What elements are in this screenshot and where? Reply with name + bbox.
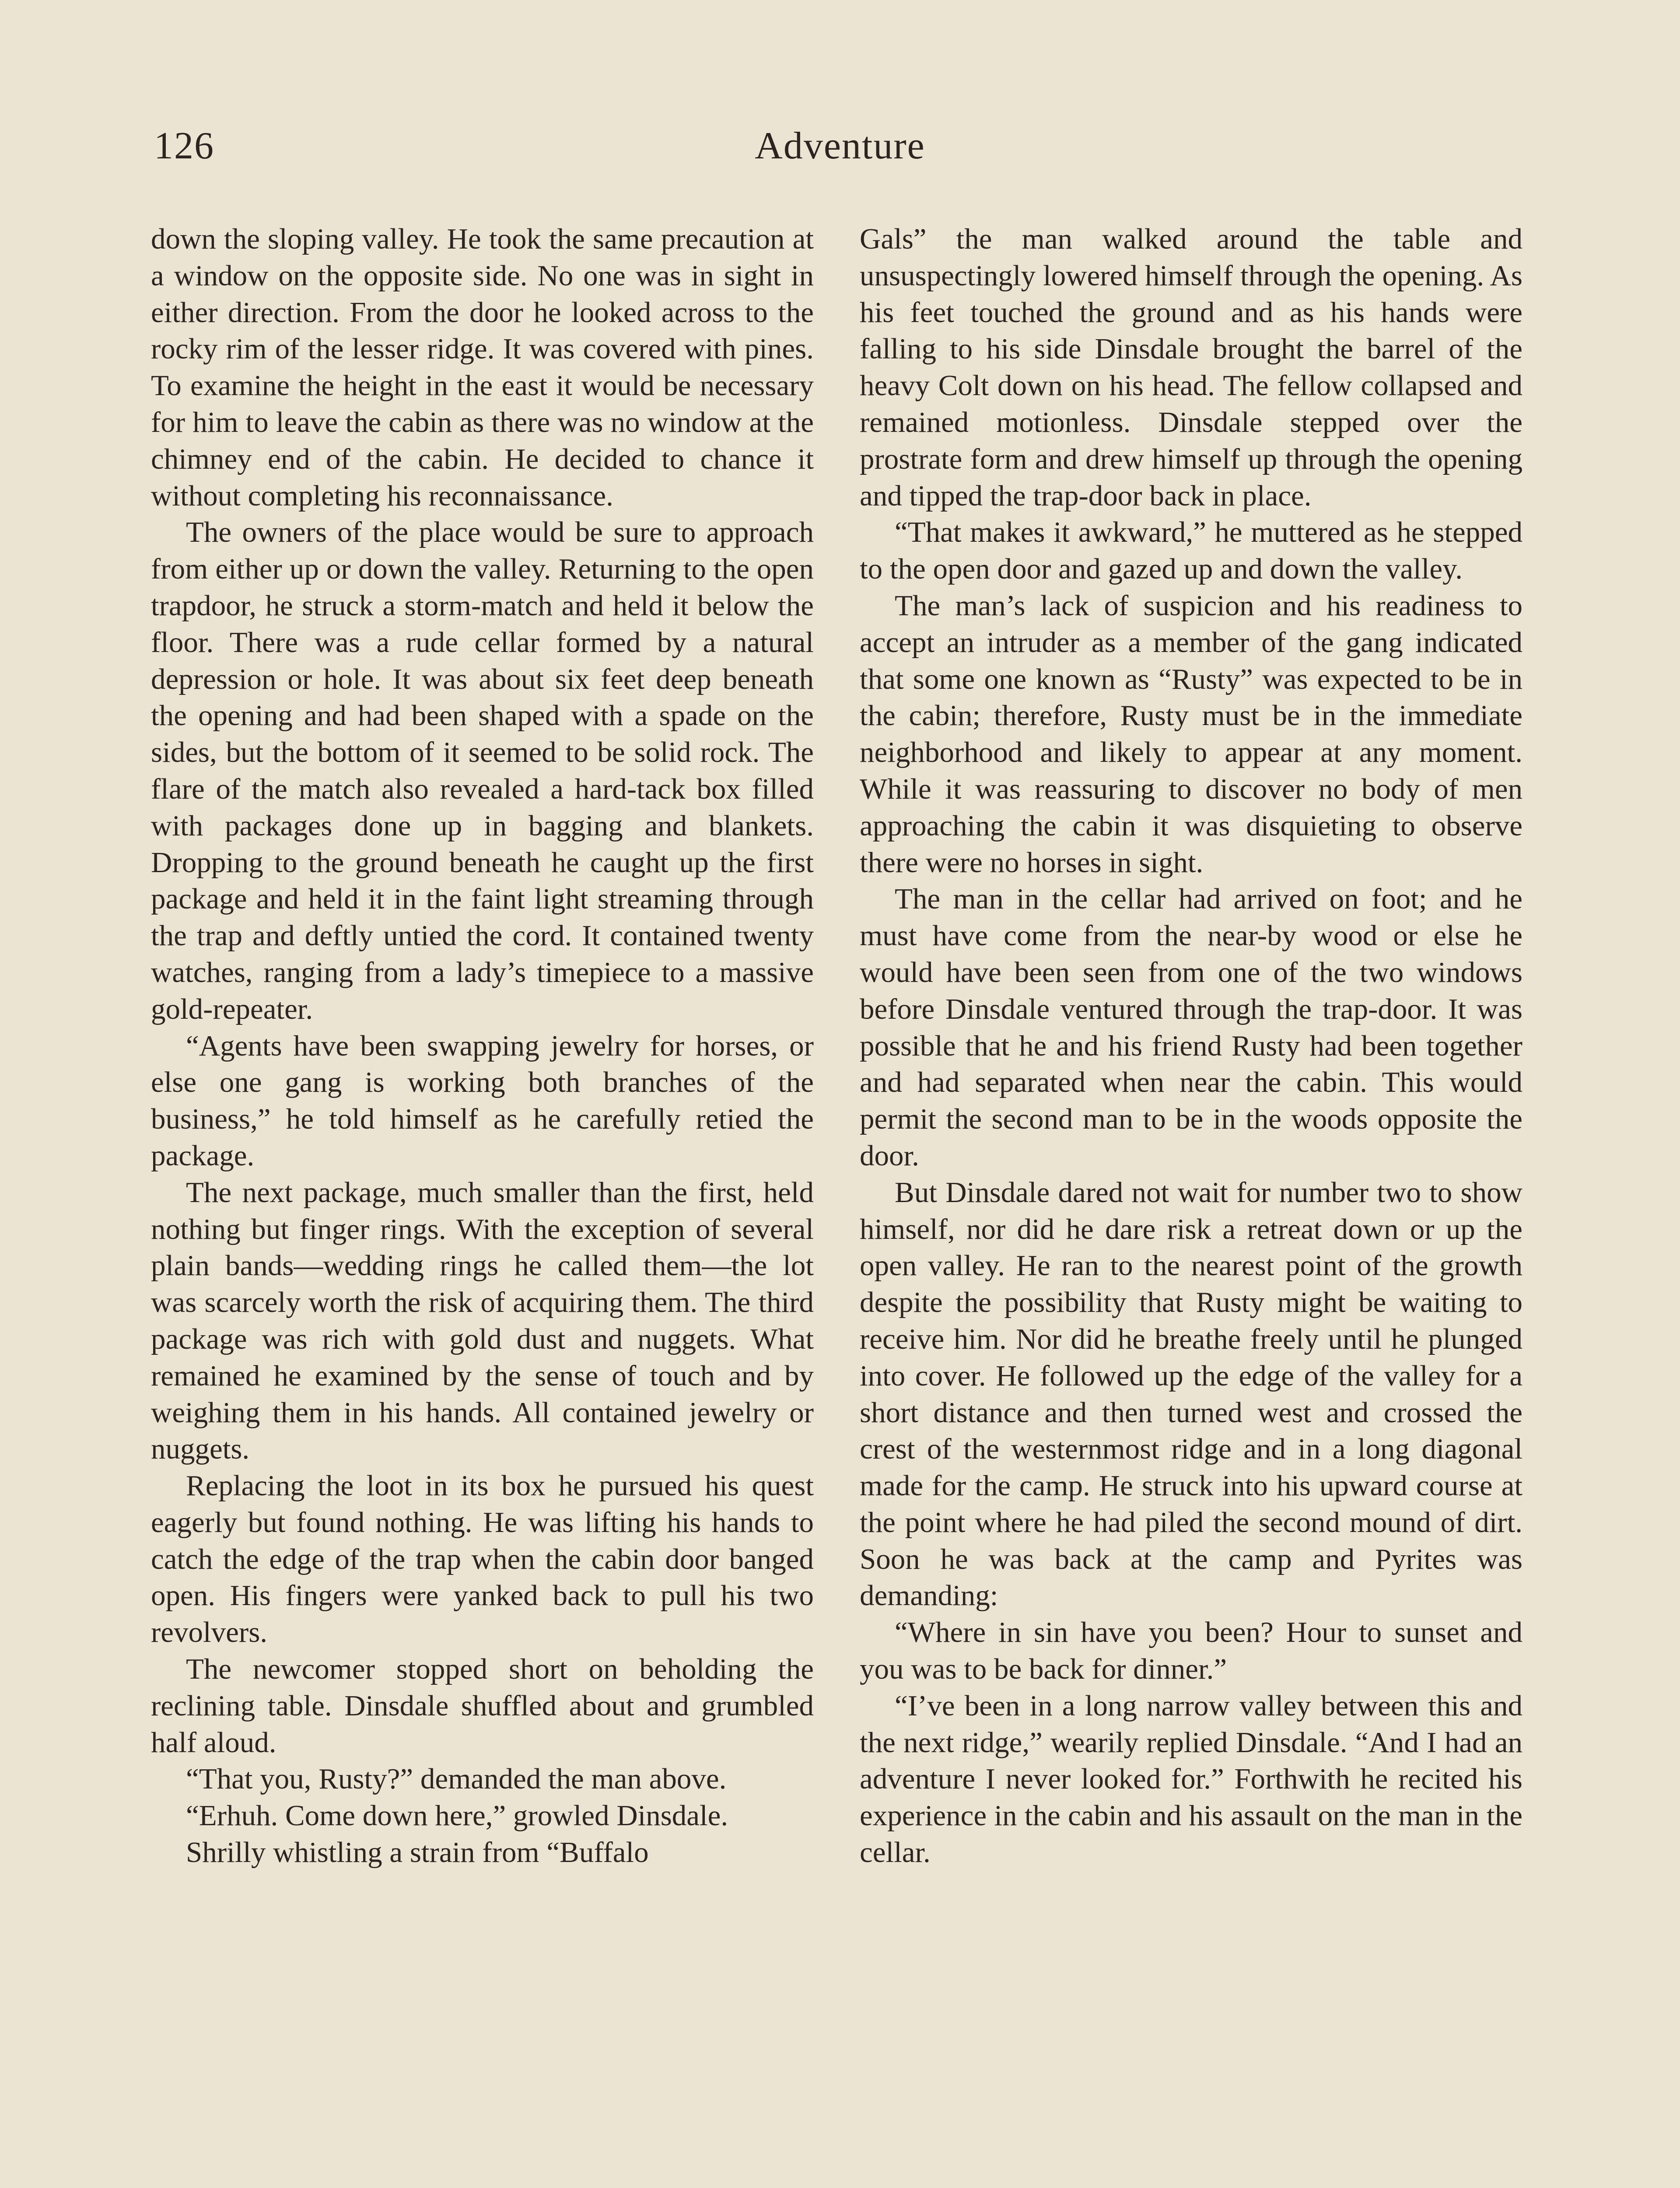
paragraph: Shrilly whistling a strain from “Buffalo xyxy=(186,1836,649,1869)
left-column xyxy=(151,221,814,1871)
paragraph: Gals” the man walked around the table and unsuspectingly lowered himself through the opening. As his feet touched the ground and as his hands were falling to his side Dinsdale brought the barrel of the heavy Colt down on his head. The fellow collapsed and remained motionless. Dinsdale stepped over the prostrate form and drew himself up through the opening and tipped the trap-door back in place. xyxy=(860,223,1522,512)
paragraph: down the sloping valley. He took the same precaution at a window on the opposite side. No one was in sight in either direction. From the door he looked across to the rocky rim of the lesser ridge. It was covered with pines. To examine the height in the east it would be necessary for him to leave the cabin as there was no window at the chimney end of the cabin. He decided to chance it without completing his reconnaissance. xyxy=(151,223,814,512)
paragraph: But Dinsdale dared not wait for number two to show himself, nor did he dare risk a retreat down or up the open valley. He ran to the nearest point of the growth despite the possibility that Rusty might be waiting to receive him. Nor did he breathe freely until he plunged into cover. He followed up the edge of the valley for a short distance and then turned west and crossed the crest of the westernmost ridge and in a long diagonal made for the camp. He struck into his upward course at the point where he had piled the second mound of dirt. Soon he was back at the camp and Pyrites was demanding: xyxy=(860,1176,1522,1612)
paragraph: The man’s lack of suspicion and his readiness to accept an intruder as a member of the gang indicated that some one known as “Rusty” was expected to be in the cabin; therefore, Rusty must be in the immediate neighborhood and likely to appear at any moment. While it was reassuring to discover no body of men approaching the cabin it was disquieting to observe there were no horses in sight. xyxy=(860,589,1522,879)
paragraph: The newcomer stopped short on beholding the reclining table. Dinsdale shuffled about and grumbled half aloud. xyxy=(151,1653,814,1759)
paragraph: “Where in sin have you been? Hour to sunset and you was to be back for dinner.” xyxy=(860,1616,1522,1686)
paragraph: “That makes it awkward,” he muttered as he stepped to the open door and gazed up and down the valley. xyxy=(860,516,1522,586)
magazine-title: Adventure xyxy=(755,125,925,167)
paragraph: “That you, Rusty?” demanded the man above. xyxy=(186,1763,727,1795)
paragraph: “I’ve been in a long narrow valley between this and the next ridge,” wearily replied Dinsdale. “And I had an adventure I never looked for.” Forthwith he recited his experience in the cabin and his assault on the man in the cellar. xyxy=(860,1689,1522,1869)
paragraph: The man in the cellar had arrived on foot; and he must have come from the near-by wood or else he would have been seen from one of the two windows before Dinsdale ventured through the trap-door. It was possible that he and his friend Rusty had been together and had separated when near the cabin. This would permit the second man to be in the woods opposite the door. xyxy=(860,883,1522,1172)
paragraph: The owners of the place would be sure to approach from either up or down the valley. Returning to the open trapdoor, he struck a storm-match and held it below the floor. There was a rude cellar formed by a natural depression or hole. It was about six feet deep beneath the opening and had been shaped with a spade on the sides, but the bottom of it seemed to be solid rock. The flare of the match also revealed a hard-tack box filled with packages done up in bagging and blankets. Dropping to the ground beneath he caught up the first package and held it in the faint light streaming through the trap and deftly untied the cord. It contained twenty watches, ranging from a lady’s timepiece to a massive gold-repeater. xyxy=(151,516,814,1025)
right-column xyxy=(860,221,1522,1871)
paragraph: The next package, much smaller than the first, held nothing but finger rings. With the exception of several plain bands—wedding rings he called them—the lot was scarcely worth the risk of acquiring them. The third package was rich with gold dust and nuggets. What remained he examined by the sense of touch and by weighing them in his hands. All contained jewelry or nuggets. xyxy=(151,1176,814,1466)
page-number: 126 xyxy=(154,125,214,167)
paragraph: “Agents have been swapping jewelry for horses, or else one gang is working both branches of the business,” he told himself as he carefully retied the package. xyxy=(151,1029,814,1172)
paragraph: Replacing the loot in its box he pursued his quest eagerly but found nothing. He was lifting his hands to catch the edge of the trap when the cabin door banged open. His fingers were yanked back to pull his two revolvers. xyxy=(151,1469,814,1649)
paragraph: “Erhuh. Come down here,” growled Dinsdale. xyxy=(186,1799,728,1832)
